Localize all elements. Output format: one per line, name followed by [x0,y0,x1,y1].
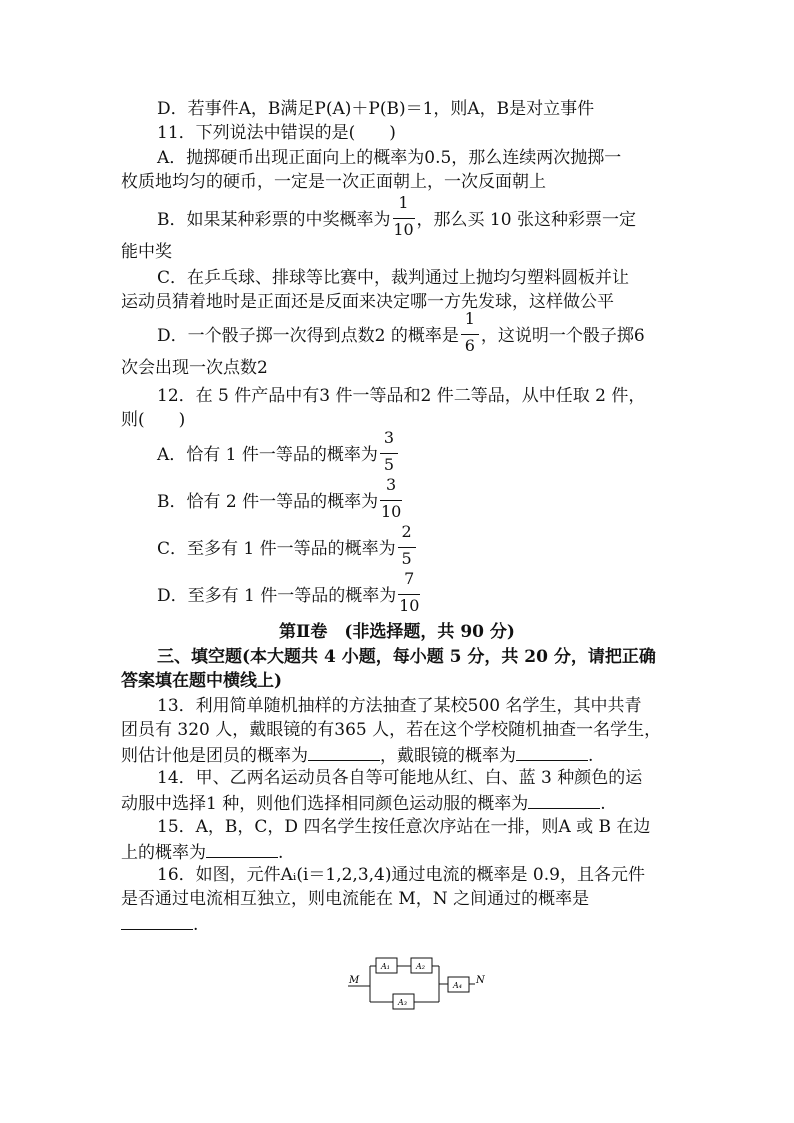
q12-option-d [157,569,422,615]
label-a1: A₁ [381,962,390,971]
q13-text-c: . [588,746,594,766]
q11-option-c-line1: C．在乒乓球、排球等比赛中，裁判通过上抛均匀塑料圆板并让 [157,268,630,288]
fraction-numerator: 1 [398,193,409,212]
fraction-bar [461,334,479,335]
q12-stem-line2: 则( ) [121,410,186,430]
fraction-bar [398,547,416,548]
q15-text-b: . [278,843,284,863]
q13-line1: 13．利用简单随机抽样的方法抽查了某校500 名学生，其中共青 [157,696,642,716]
q11-option-b-text-after: ，那么买 10 张这种彩票一定 [416,210,636,230]
fraction-denominator: 10 [399,596,420,615]
q11-option-a-line1: A．抛掷硬币出现正面向上的概率为0.5，那么连续两次抛掷一 [157,148,622,168]
q15-line1: 15．A，B，C，D 四名学生按任意次序站在一排，则A 或 B 在边 [157,817,651,837]
fraction-numerator: 3 [386,475,397,494]
q12-option-a [157,428,400,474]
fraction-bar [380,453,398,454]
fraction [380,475,402,521]
fraction-denominator: 6 [464,336,475,355]
fraction-denominator: 5 [401,549,412,568]
q11-option-b-text: B．如果某种彩票的中奖概率为 [157,210,391,230]
part-two-title: 第Ⅱ卷 (非选择题，共 90 分) [279,622,515,642]
fraction-bar [380,500,402,501]
q14-line1: 14．甲、乙两名运动员各自等可能地从红、白、蓝 3 种颜色的运 [157,768,643,788]
q13-text-b: ，戴眼镜的概率为 [380,746,516,766]
label-a2: A₂ [416,962,425,971]
q16-text-end: . [193,915,199,935]
q12-option-c [157,522,418,568]
q16-line1: 16．如图，元件Aᵢ(i＝1,2,3,4)通过电流的概率是 0.9，且各元件 [157,865,645,885]
q13-text-a: 则估计他是团员的概率为 [121,746,308,766]
q11-option-b-line1 [157,193,636,239]
answer-blank[interactable] [516,742,588,761]
q12-option-c-text: C．至多有 1 件一等品的概率为 [157,539,396,559]
q12-option-b [157,475,404,521]
q14-line2 [121,790,606,816]
q16-line2: 是否通过电流相互独立，则电流能在 M，N 之间通过的概率是 [121,889,590,909]
circuit-diagram [340,950,500,1020]
q16-line3 [121,911,198,937]
q12-option-b-text: B．恰有 2 件一等品的概率为 [157,492,379,512]
section-three-heading-line1: 三、填空题(本大题共 4 小题，每小题 5 分，共 20 分，请把正确 [157,647,656,667]
answer-blank[interactable] [206,839,278,858]
q11-option-c-line2: 运动员猜着地时是正面还是反面来决定哪一方先发球，这样做公平 [121,292,614,312]
q14-text-a: 动服中选择1 种，则他们选择相同颜色运动服的概率为 [121,794,529,814]
fraction-numerator: 7 [404,569,415,588]
q15-text-a: 上的概率为 [121,843,206,863]
fraction-numerator: 1 [464,309,475,328]
answer-blank[interactable] [308,742,380,761]
q11-option-d-line1 [157,309,645,355]
fraction-numerator: 3 [383,428,394,447]
fraction-denominator: 10 [380,502,402,521]
q12-option-d-text: D．至多有 1 件一等品的概率为 [157,586,397,606]
label-a4: A₄ [453,981,462,990]
fraction-numerator: 2 [401,522,412,541]
q11-option-d-line2: 次会出现一次点数2 [121,358,268,378]
fraction-denominator: 10 [393,220,414,239]
q11-stem: 11．下列说法中错误的是( ) [157,123,396,143]
answer-blank[interactable] [121,911,193,930]
q15-line2 [121,839,283,865]
q11-option-a-line2: 枚质地均匀的硬币，一定是一次正面朝上，一次反面朝上 [121,172,546,192]
fraction [461,309,479,355]
fraction [398,569,420,615]
q10-option-d: D．若事件A，B满足P(A)＋P(B)＝1，则A，B是对立事件 [157,99,595,119]
section-three-heading-line2: 答案填在题中横线上) [121,671,283,691]
q13-line2: 团员有 320 人，戴眼镜的有365 人，若在这个学校随机抽查一名学生， [121,720,662,740]
fraction [398,522,416,568]
q11-option-d-text: D．一个骰子掷一次得到点数2 的概率是 [157,326,459,346]
q11-option-d-text-after: ，这说明一个骰子掷6 [480,326,645,346]
label-a3: A₃ [398,998,407,1007]
label-n: N [476,975,485,986]
fraction-bar [398,594,420,595]
answer-blank[interactable] [528,790,600,809]
fraction-denominator: 5 [383,455,394,474]
q11-option-b-line2: 能中奖 [121,242,172,262]
q12-option-a-text: A．恰有 1 件一等品的概率为 [157,445,378,465]
fraction [393,193,415,239]
q12-stem-line1: 12．在 5 件产品中有3 件一等品和2 件二等品，从中任取 2 件， [157,386,646,406]
q14-text-b: . [600,794,606,814]
fraction [380,428,398,474]
fraction-bar [393,218,415,219]
q13-line3 [121,742,593,768]
label-m: M [349,975,360,986]
